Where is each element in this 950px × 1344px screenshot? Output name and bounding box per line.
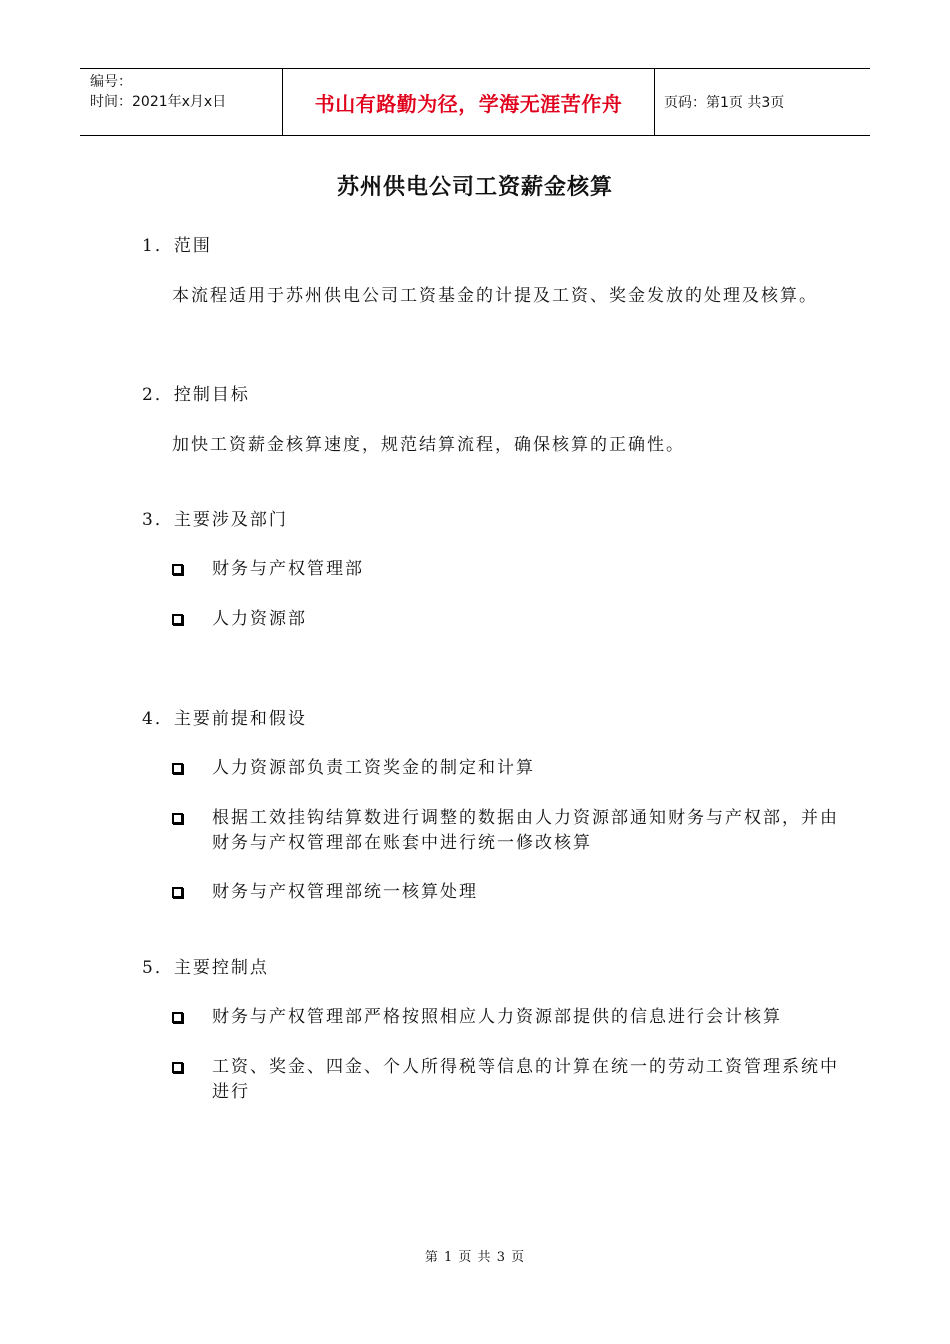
list-item-text: 人力资源部负责工资奖金的制定和计算 bbox=[212, 758, 535, 778]
list-item-text: 人力资源部 bbox=[212, 609, 307, 629]
time-label: 时间：2021年x月x日 bbox=[90, 94, 227, 110]
motto: 书山有路勤为径，学海无涯苦作舟 bbox=[282, 69, 655, 135]
section-1-heading: 1．范围 bbox=[142, 236, 212, 256]
section-3-heading: 3．主要涉及部门 bbox=[142, 510, 288, 530]
number-label: 编号： bbox=[90, 74, 132, 90]
section-5-heading: 5．主要控制点 bbox=[142, 958, 269, 978]
list-item bbox=[172, 756, 852, 781]
list-item-text: 财务与产权管理部统一核算处理 bbox=[212, 882, 478, 902]
list-item-text: 财务与产权管理部严格按照相应人力资源部提供的信息进行会计核算 bbox=[212, 1007, 782, 1027]
list-item bbox=[172, 880, 852, 905]
checkbox-icon bbox=[172, 763, 183, 774]
list-item-text: 根据工效挂钩结算数进行调整的数据由人力资源部通知财务与产权部，并由财务与产权管理部在账套中进行统一修改核算 bbox=[212, 808, 839, 853]
checkbox-icon bbox=[172, 564, 183, 575]
list-item-text: 工资、奖金、四金、个人所得税等信息的计算在统一的劳动工资管理系统中进行 bbox=[212, 1057, 839, 1102]
checkbox-icon bbox=[172, 887, 183, 898]
checkbox-icon bbox=[172, 614, 183, 625]
list-item bbox=[172, 806, 852, 856]
page-info: 页码：第1页 共3页 bbox=[664, 95, 785, 111]
page-footer: 第 1 页 共 3 页 bbox=[424, 1250, 526, 1265]
section-4-heading: 4．主要前提和假设 bbox=[142, 709, 307, 729]
list-item bbox=[172, 1055, 852, 1105]
list-item bbox=[172, 607, 852, 632]
checkbox-icon bbox=[172, 813, 183, 824]
header-left-cell bbox=[80, 69, 282, 135]
header-table bbox=[80, 68, 870, 136]
list-item bbox=[172, 1005, 852, 1030]
checkbox-icon bbox=[172, 1012, 183, 1023]
list-item-text: 财务与产权管理部 bbox=[212, 559, 364, 579]
document-title: 苏州供电公司工资薪金核算 bbox=[336, 174, 613, 200]
section-2-heading: 2．控制目标 bbox=[142, 385, 250, 405]
list-item bbox=[172, 557, 852, 582]
section-1-text: 本流程适用于苏州供电公司工资基金的计提及工资、奖金发放的处理及核算。 bbox=[172, 286, 818, 306]
section-2-text: 加快工资薪金核算速度，规范结算流程，确保核算的正确性。 bbox=[172, 435, 685, 455]
checkbox-icon bbox=[172, 1062, 183, 1073]
